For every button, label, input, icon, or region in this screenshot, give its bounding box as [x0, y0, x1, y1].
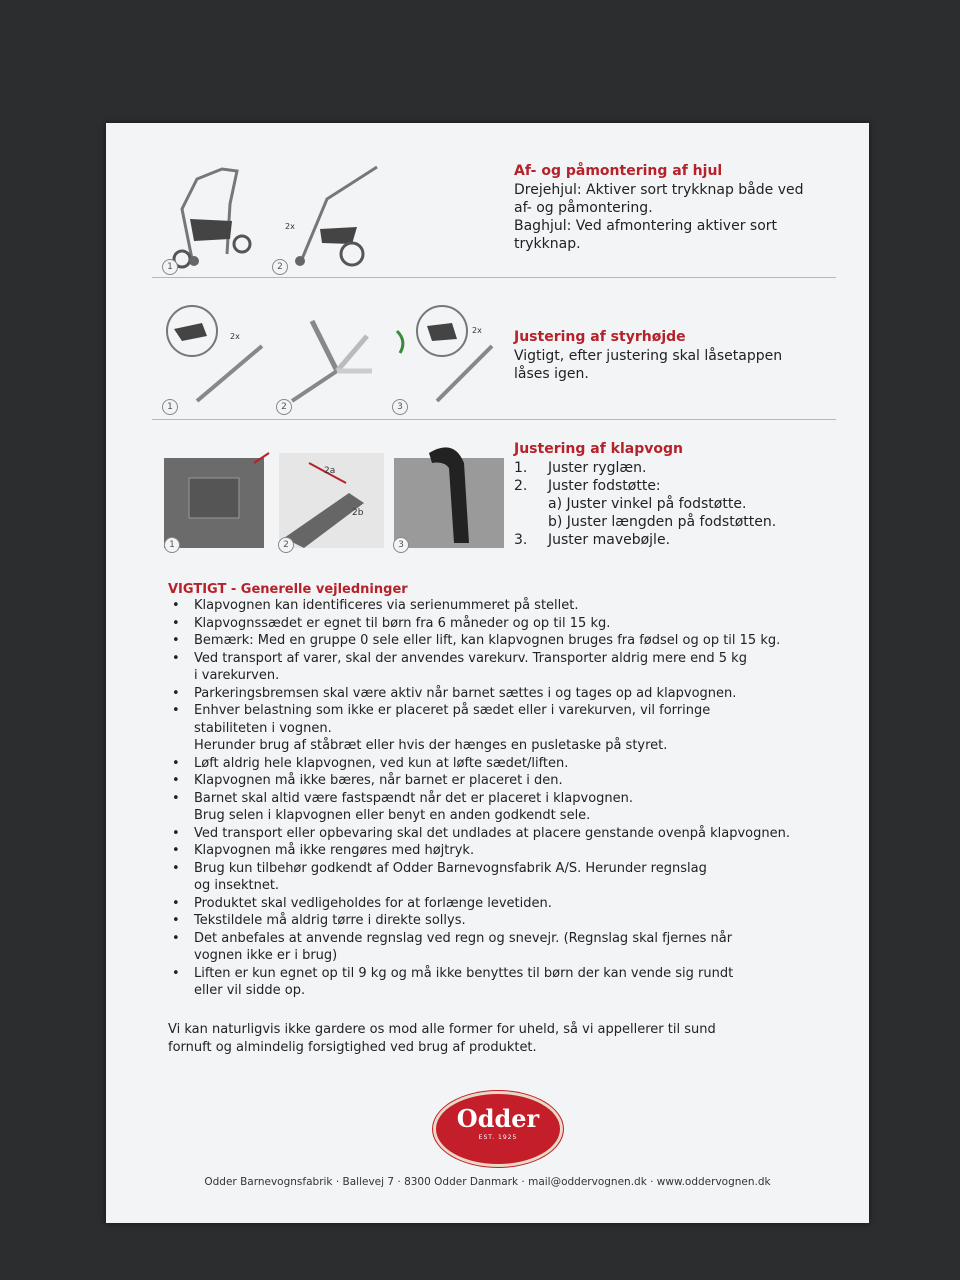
section-title: Justering af klapvogn	[514, 441, 683, 457]
guideline-item: • Enhver belastning som ikke er placeret på sædet eller i varekurven, vil forringe stabiliteten i vognen. Herunder brug af ståbræt eller hvis der hænges en pusletaske på styret.	[168, 702, 838, 755]
section-title: Af- og påmontering af hjul	[514, 163, 723, 179]
guideline-item: • Klapvognssædet er egnet til børn fra 6 måneder og op til 15 kg.	[168, 615, 838, 633]
guideline-item: • Klapvognen kan identificeres via serienummeret på stellet.	[168, 597, 838, 615]
step-number: 3	[392, 399, 408, 415]
guidelines-list	[168, 597, 838, 1000]
guideline-item: • Brug kun tilbehør godkendt af Odder Barnevognsfabrik A/S. Herunder regnslag og insektnet.	[168, 860, 838, 895]
guideline-item: • Liften er kun egnet op til 9 kg og må ikke benyttes til børn der kan vende sig rundt eller vil sidde op.	[168, 965, 838, 1000]
guideline-item: • Bemærk: Med en gruppe 0 sele eller lift, kan klapvognen bruges fra fødsel og op til 15 kg.	[168, 632, 838, 650]
instruction-sheet	[106, 123, 869, 1223]
guideline-item: • Parkeringsbremsen skal være aktiv når barnet sættes i og tages op ad klapvognen.	[168, 685, 838, 703]
step-number: 1	[164, 537, 180, 553]
footer-contact: Odder Barnevognsfabrik · Ballevej 7 · 8300 Odder Danmark · mail@oddervognen.dk · www.oddervognen.dk	[204, 1176, 771, 1188]
label-2x: 2x	[285, 222, 295, 231]
wheel-mounting-illustration	[152, 159, 382, 279]
divider	[152, 277, 836, 278]
section-title: Justering af styrhøjde	[514, 329, 686, 345]
stroller-adjust-illustration	[164, 443, 504, 553]
guideline-item: • Ved transport eller opbevaring skal det undlades at placere genstande ovenpå klapvognen.	[168, 825, 838, 843]
odder-logo: Odder EST. 1925	[433, 1091, 563, 1167]
list-item: a) Juster vinkel på fodstøtte.	[548, 496, 747, 512]
step-number: 1	[162, 399, 178, 415]
divider	[152, 419, 836, 420]
guideline-item: • Løft aldrig hele klapvognen, ved kun at løfte sædet/liften.	[168, 755, 838, 773]
guideline-item: • Klapvognen må ikke bæres, når barnet er placeret i den.	[168, 772, 838, 790]
handle-adjust-illustration	[152, 301, 502, 411]
step-number: 2	[272, 259, 288, 275]
section-text: Drejehjul: Aktiver sort trykknap både ved af- og påmontering. Baghjul: Ved afmontering aktiver sort trykknap.	[514, 182, 804, 252]
step-number: 2	[278, 537, 294, 553]
label-2b: 2b	[352, 508, 364, 518]
label-2a: 2a	[324, 466, 336, 476]
step-number: 3	[393, 537, 409, 553]
closing-text: Vi kan naturligvis ikke gardere os mod alle former for uheld, så vi appellerer til sund fornuft og almindelig forsigtighed ved brug af produktet.	[168, 1022, 716, 1055]
guideline-item: • Produktet skal vedligeholdes for at forlænge levetiden.	[168, 895, 838, 913]
list-item: 2. Juster fodstøtte:	[514, 478, 661, 494]
label-2x: 2x	[472, 326, 482, 335]
guideline-item: • Tekstildele må aldrig tørre i direkte sollys.	[168, 912, 838, 930]
list-item: b) Juster længden på fodstøtten.	[548, 514, 777, 530]
list-item: 1. Juster ryglæn.	[514, 460, 647, 476]
label-2x: 2x	[230, 332, 240, 341]
important-title: VIGTIGT - Generelle vejledninger	[168, 582, 408, 597]
section-text: Vigtigt, efter justering skal låsetappen låses igen.	[514, 348, 783, 382]
step-number: 1	[162, 259, 178, 275]
adjust-steps-list	[514, 459, 834, 549]
guideline-item: • Klapvognen må ikke rengøres med højtryk.	[168, 842, 838, 860]
list-item: 3. Juster mavebøjle.	[514, 532, 671, 548]
guideline-item: • Ved transport af varer, skal der anvendes varekurv. Transporter aldrig mere end 5 kg i varekurven.	[168, 650, 838, 685]
guideline-item: • Det anbefales at anvende regnslag ved regn og snevejr. (Regnslag skal fjernes når vognen ikke er i brug)	[168, 930, 838, 965]
step-number: 2	[276, 399, 292, 415]
guideline-item: • Barnet skal altid være fastspændt når det er placeret i klapvognen. Brug selen i klapvognen eller benyt en anden godkendt sele.	[168, 790, 838, 825]
